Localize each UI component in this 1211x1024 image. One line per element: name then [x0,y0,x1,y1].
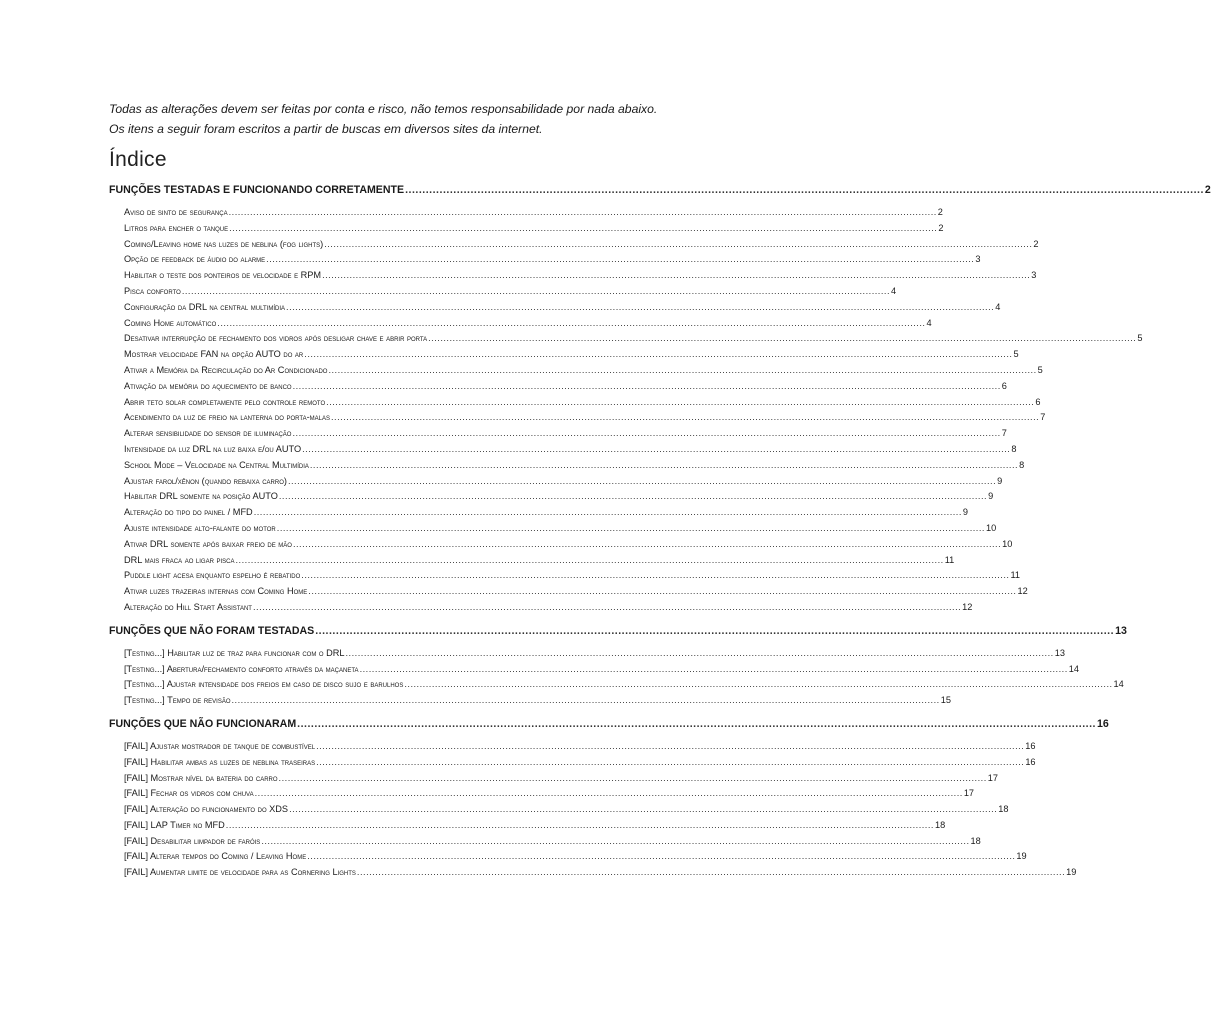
toc-entry-label: Ajuste intensidade alto-falante do motor [124,522,276,533]
dot-leader [266,252,974,268]
toc-entry[interactable] [124,410,1046,426]
dot-leader [254,505,962,521]
toc-page-number: 10 [985,522,997,533]
toc-entry-label: [FAIL] Habilitar ambas as luzes de neblina traseiras [124,756,316,767]
dot-leader [253,600,961,616]
toc-entry[interactable] [124,379,1007,395]
toc-entry[interactable] [124,786,975,802]
toc-entry[interactable] [124,834,981,850]
toc-entry-label: Alterar sensibilidade do sensor de iluminação [124,428,292,439]
toc-entry-label: School Mode – Velocidade na Central Multimídia [124,459,309,470]
dot-leader [286,300,994,316]
toc-entry-label: Coming Home automático [124,317,217,328]
toc-page-number: 8 [1019,459,1025,470]
dot-leader [232,693,940,709]
toc-entry-label: Puddle light acesa enquanto espelho é rebatido [124,570,301,581]
disclaimer-paragraph: Todas as alterações devem ser feitas por conta e risco, não temos responsabilidade por nada abaixo. Os itens a seguir foram escritos a partir de buscas em diversos sites da internet. [109,102,658,136]
toc-entry-label: Ativar a Memória da Recirculação do Ar Condicionado [124,364,328,375]
dot-leader [357,865,1065,881]
toc-entry[interactable] [124,662,1079,678]
toc-page-number: 17 [987,772,998,783]
toc-page-number: 13 [1115,624,1127,637]
toc-entry-label: Ajustar farol/xênon (quando rebaixa carro) [124,475,287,486]
toc-entry-label: DRL mais fraca ao ligar pisca [124,554,235,565]
toc-entry[interactable] [124,568,1021,584]
dot-leader [182,284,890,300]
dot-leader [297,714,1096,735]
toc-page-number: 18 [998,804,1009,815]
toc-entry[interactable] [124,458,1025,474]
toc-page-number: 13 [1054,647,1065,658]
toc-entry[interactable] [124,300,1001,316]
toc-page-number: 7 [1040,412,1046,423]
toc-entry[interactable] [124,646,1065,662]
toc-entry-label: Ativar luzes trazeiras internas com Coming Home [124,586,308,597]
toc-entry[interactable] [124,363,1043,379]
toc-entry[interactable] [124,739,1036,755]
toc-entry-label: [FAIL] Mostrar nível da bateria do carro [124,772,278,783]
toc-entry[interactable] [124,205,943,221]
toc-page-number: 4 [926,317,932,328]
toc-page-number: 16 [1025,740,1036,751]
toc-entry[interactable] [124,331,1143,347]
dot-leader [229,205,937,221]
toc-entry[interactable] [124,771,998,787]
toc-entry[interactable] [124,347,1019,363]
toc-entry-label: Habilitar DRL somente na posição AUTO [124,491,278,502]
toc-page-number: 6 [1001,380,1007,391]
toc-page-number: 5 [1037,364,1043,375]
toc-entry-label: [FAIL] Ajustar mostrador de tanque de combustível [124,740,316,751]
toc-page-number: 2 [1204,184,1211,196]
toc-entry[interactable] [124,316,932,332]
toc-page-number: 11 [1010,570,1021,581]
dot-leader [428,331,1136,347]
dot-leader [331,410,1039,426]
toc-entry[interactable] [124,553,955,569]
toc-entry[interactable] [124,237,1039,253]
dot-leader [328,363,1036,379]
dot-leader [315,621,1114,642]
toc-page-number: 3 [1031,270,1037,281]
dot-leader [301,568,1009,584]
toc-entry[interactable] [124,802,1009,818]
toc-entry[interactable] [124,221,944,237]
toc-entry-label: [FAIL] Fechar os vidros com chuva [124,788,254,799]
dot-leader [324,237,1032,253]
toc-page-number: 2 [1033,238,1039,249]
toc-entry-label: [FAIL] Aumentar limite de velocidade para as Cornering Lights [124,867,356,878]
toc-page-number: 14 [1068,663,1079,674]
toc-page-number: 8 [1011,443,1017,454]
toc-entry-label: [Testing...] Habilitar luz de traz para funcionar com o DRL [124,647,345,658]
toc-entry-label: [Testing...] Tempo de revisão [124,695,231,706]
toc-page-number: 14 [1113,679,1124,690]
dot-leader [293,379,1001,395]
toc-entry[interactable] [124,600,973,616]
toc-page-number: 11 [944,554,955,565]
toc-entry[interactable] [124,268,1037,284]
toc-entry-label: Habilitar o teste dos ponteiros de velocidade e RPM [124,270,322,281]
toc-page-number: 5 [1013,349,1019,360]
toc-page-number: 9 [997,475,1003,486]
toc-entry-label: Aviso de sinto de segurança [124,207,228,217]
toc-entry[interactable] [124,584,1028,600]
toc-entry-label: Mostrar velocidade FAN na opção AUTO do ar [124,349,304,360]
dot-leader [405,180,1204,201]
toc-entry[interactable] [124,442,1017,458]
toc-entry-label: Ativação da memória do aquecimento de banco [124,380,292,391]
toc-entry-label: [FAIL] Alterar tempos do Coming / Leaving Home [124,851,307,862]
toc-entry-label: Opção de feedback de áudio do alarme [124,254,266,265]
toc-entry[interactable] [124,849,1027,865]
toc-entry-label: Litros para encher o tanque [124,222,229,233]
toc-page-number: 18 [934,819,946,830]
dot-leader [217,316,925,332]
dot-leader [288,474,996,490]
toc-page-number: 4 [891,285,897,296]
toc-page-number: 15 [940,695,951,706]
toc-section-heading[interactable] [109,621,1127,642]
dot-leader [261,834,969,850]
dot-leader [289,802,997,818]
toc-page-number: 18 [970,835,981,846]
index-title: Índice [109,148,167,171]
toc-entry-label: [FAIL] LAP Timer no MFD [124,819,225,830]
dot-leader [346,646,1054,662]
toc-page-number: 19 [1016,851,1027,862]
dot-leader [304,347,1012,363]
toc-entry[interactable] [124,537,1013,553]
toc-entry[interactable] [124,489,994,505]
toc-entry-label: Abrir teto solar completamente pelo controle remoto [124,396,326,407]
dot-leader [279,489,987,505]
toc-entry[interactable] [124,395,1041,411]
toc-entry[interactable] [124,252,981,268]
dot-leader [293,537,1001,553]
toc-section-heading[interactable] [109,714,1109,735]
dot-leader [360,662,1068,678]
dot-leader [255,786,963,802]
toc-entry[interactable] [124,521,997,537]
toc-entry-label: FUNÇÕES TESTADAS E FUNCIONANDO CORRETAMENTE [109,184,405,196]
toc-page-number: 12 [1017,586,1028,597]
toc-page-number: 5 [1137,333,1143,344]
toc-page-number: 9 [962,507,969,518]
toc-page-number: 17 [963,788,975,799]
toc-entry[interactable] [124,284,897,300]
toc-entry[interactable] [124,505,969,521]
toc-entry-label: [Testing...] Abertura/fechamento conforto através da maçaneta [124,663,359,674]
dot-leader [326,395,1034,411]
toc-entry[interactable] [124,677,1124,693]
toc-entry-label: [FAIL] Alteração do funcionamento do XDS [124,804,289,815]
dot-leader [404,677,1112,693]
toc-page-number: 16 [1097,717,1109,730]
toc-entry[interactable] [124,755,1036,771]
dot-leader [229,221,937,237]
dot-leader [322,268,1030,284]
toc-entry-label: Alteração do tipo do painel / MFD [124,507,253,518]
dot-leader [302,442,1010,458]
toc-entry-label: Pisca conforto [124,285,181,296]
table-of-contents [0,180,1211,881]
dot-leader [277,521,985,537]
toc-page-number: 4 [995,301,1001,312]
toc-page-number: 6 [1035,396,1041,407]
dot-leader [316,755,1024,771]
toc-page-number: 3 [975,254,981,265]
toc-entry[interactable] [124,818,946,834]
toc-entry[interactable] [124,865,1077,881]
toc-entry-label: Acendimento da luz de freio na lanterna do porta-malas [124,412,330,423]
toc-page-number: 19 [1066,867,1077,878]
toc-entry-label: Intensidade da luz DRL na luz baixa e/ou AUTO [124,443,302,454]
dot-leader [226,818,934,834]
toc-entry-label: [FAIL] Desabilitar limpador de faróis [124,835,261,846]
toc-entry-label: Desativar interrupção de fechamento dos vidros após desligar chave e abrir porta [124,333,428,344]
toc-entry-label: FUNÇÕES QUE NÃO FORAM TESTADAS [109,624,315,637]
toc-page-number: 16 [1025,756,1036,767]
toc-page-number: 2 [937,207,943,217]
toc-page-number: 12 [962,601,973,612]
toc-entry[interactable] [124,693,951,709]
toc-page-number: 9 [988,491,994,502]
dot-leader [316,739,1024,755]
dot-leader [308,584,1016,600]
toc-entry-label: Alteração do Hill Start Assistant [124,601,252,612]
toc-page-number: 7 [1001,428,1007,439]
dot-leader [236,553,944,569]
toc-page-number: 10 [1002,538,1013,549]
toc-page-number: 2 [938,222,944,233]
toc-entry-label: Coming/Leaving home nas luzes de neblina (fog lights) [124,238,324,249]
toc-section-heading[interactable] [109,180,1211,201]
toc-entry-label: [Testing...] Ajustar intensidade dos freios em caso de disco sujo e barulhos [124,679,404,690]
toc-entry-label: FUNÇÕES QUE NÃO FUNCIONARAM [109,717,297,730]
toc-entry[interactable] [124,426,1007,442]
dot-leader [292,426,1000,442]
dot-leader [310,458,1018,474]
dot-leader [307,849,1015,865]
toc-entry[interactable] [124,474,1003,490]
toc-entry-label: Ativar DRL somente após baixar freio de mão [124,538,292,549]
dot-leader [279,771,987,787]
toc-entry-label: Configuração da DRL na central multimídia [124,301,286,312]
